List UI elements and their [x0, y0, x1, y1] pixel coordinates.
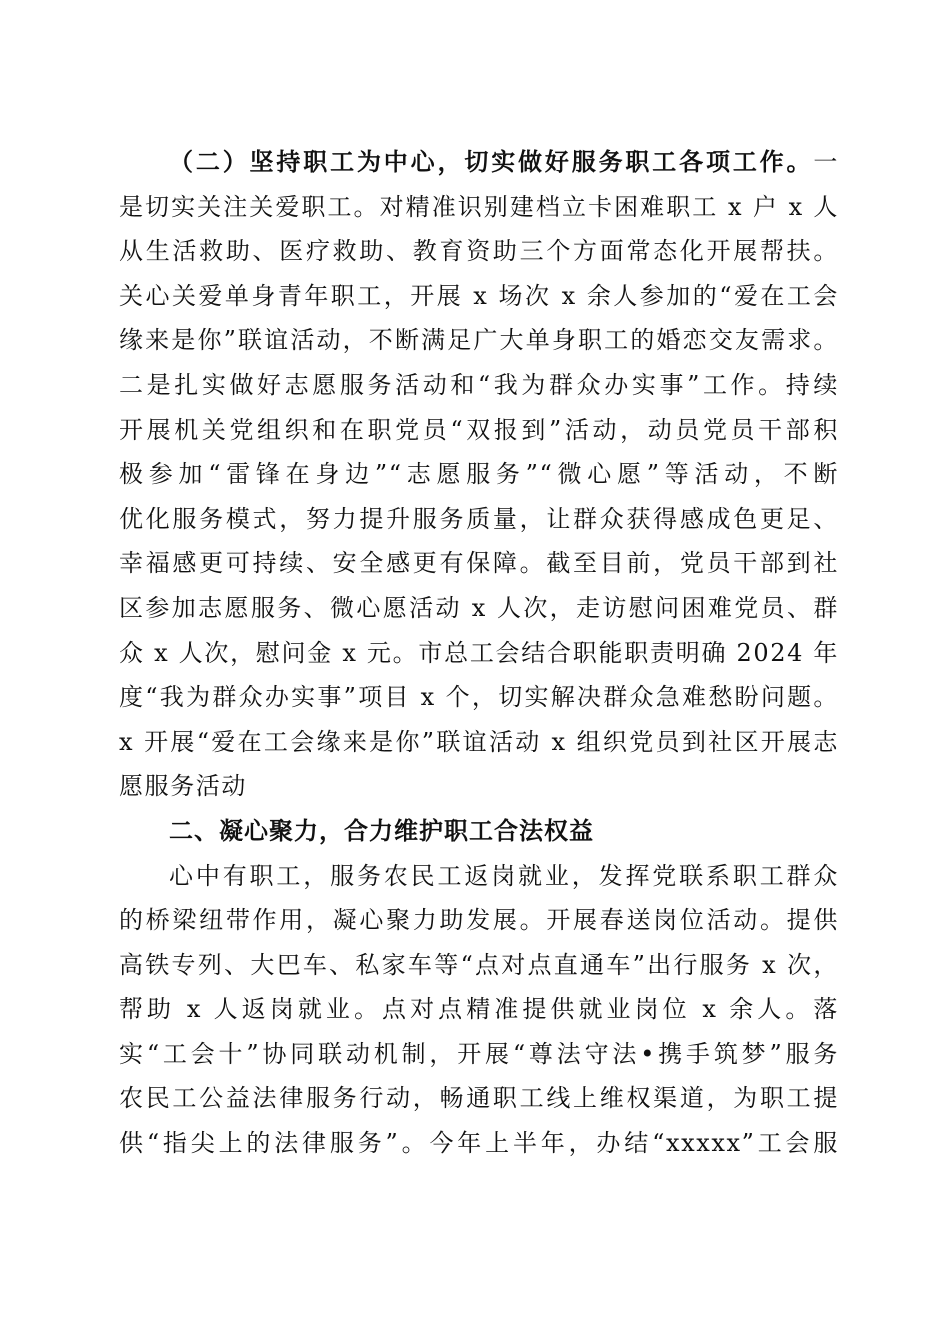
paragraph-line: 心中有职工，服务农民工返岗就业，发挥党联系职工群众 — [169, 861, 839, 890]
paragraph-line: 实“工会十”协同联动机制，开展“尊法守法•携手筑梦”服务 — [119, 1039, 839, 1068]
paragraph-line: 供“指尖上的法律服务”。今年上半年，办结“xxxxx”工会服 — [119, 1129, 839, 1158]
paragraph-line: 度“我为群众办实事”项目 x 个，切实解决群众急难愁盼问题。 — [119, 683, 839, 712]
document-body — [119, 140, 839, 1166]
paragraph-line: 农民工公益法律服务行动，畅通职工线上维权渠道，为职工提 — [119, 1084, 839, 1113]
paragraph-line: 从生活救助、医疗救助、教育资助三个方面常态化开展帮扶。 — [119, 237, 839, 266]
paragraph-line: 区参加志愿服务、微心愿活动 x 人次，走访慰问困难党员、群 — [119, 593, 839, 622]
paragraph-line: x 开展“爱在工会缘来是你”联谊活动 x 组织党员到社区开展志 — [119, 727, 839, 756]
paragraph-line: 众 x 人次，慰问金 x 元。市总工会结合职能职责明确 2024 年 — [119, 638, 839, 667]
paragraph-line: 缘来是你”联谊活动，不断满足广大单身职工的婚恋交友需求。 — [119, 326, 839, 355]
paragraph-line: 二是扎实做好志愿服务活动和“我为群众办实事”工作。持续 — [119, 370, 839, 399]
section-subheading: （二）坚持职工为中心，切实做好服务职工各项工作。 — [169, 147, 814, 176]
paragraph-line: 优化服务模式，努力提升服务质量，让群众获得感成色更足、 — [119, 504, 839, 533]
paragraph-line: 帮助 x 人返岗就业。点对点精准提供就业岗位 x 余人。落 — [119, 995, 839, 1024]
paragraph-line: 极参加“雷锋在身边”“志愿服务”“微心愿”等活动，不断 — [119, 460, 839, 489]
paragraph-line: 开展机关党组织和在职党员“双报到”活动，动员党员干部积 — [119, 415, 839, 444]
section-heading: 二、凝心聚力，合力维护职工合法权益 — [169, 816, 594, 845]
paragraph-line: 愿服务活动 — [119, 772, 247, 801]
paragraph-text: 一 — [813, 148, 839, 176]
paragraph-line — [119, 140, 839, 185]
paragraph-line: 的桥梁纽带作用，凝心聚力助发展。开展春送岗位活动。提供 — [119, 906, 839, 935]
paragraph-line: 关心关爱单身青年职工，开展 x 场次 x 余人参加的“爱在工会 — [119, 281, 839, 310]
paragraph-line: 是切实关注关爱职工。对精准识别建档立卡困难职工 x 户 x 人 — [119, 192, 839, 221]
paragraph-line: 幸福感更可持续、安全感更有保障。截至目前，党员干部到社 — [119, 549, 839, 578]
paragraph-line: 高铁专列、大巴车、私家车等“点对点直通车”出行服务 x 次， — [119, 950, 839, 979]
